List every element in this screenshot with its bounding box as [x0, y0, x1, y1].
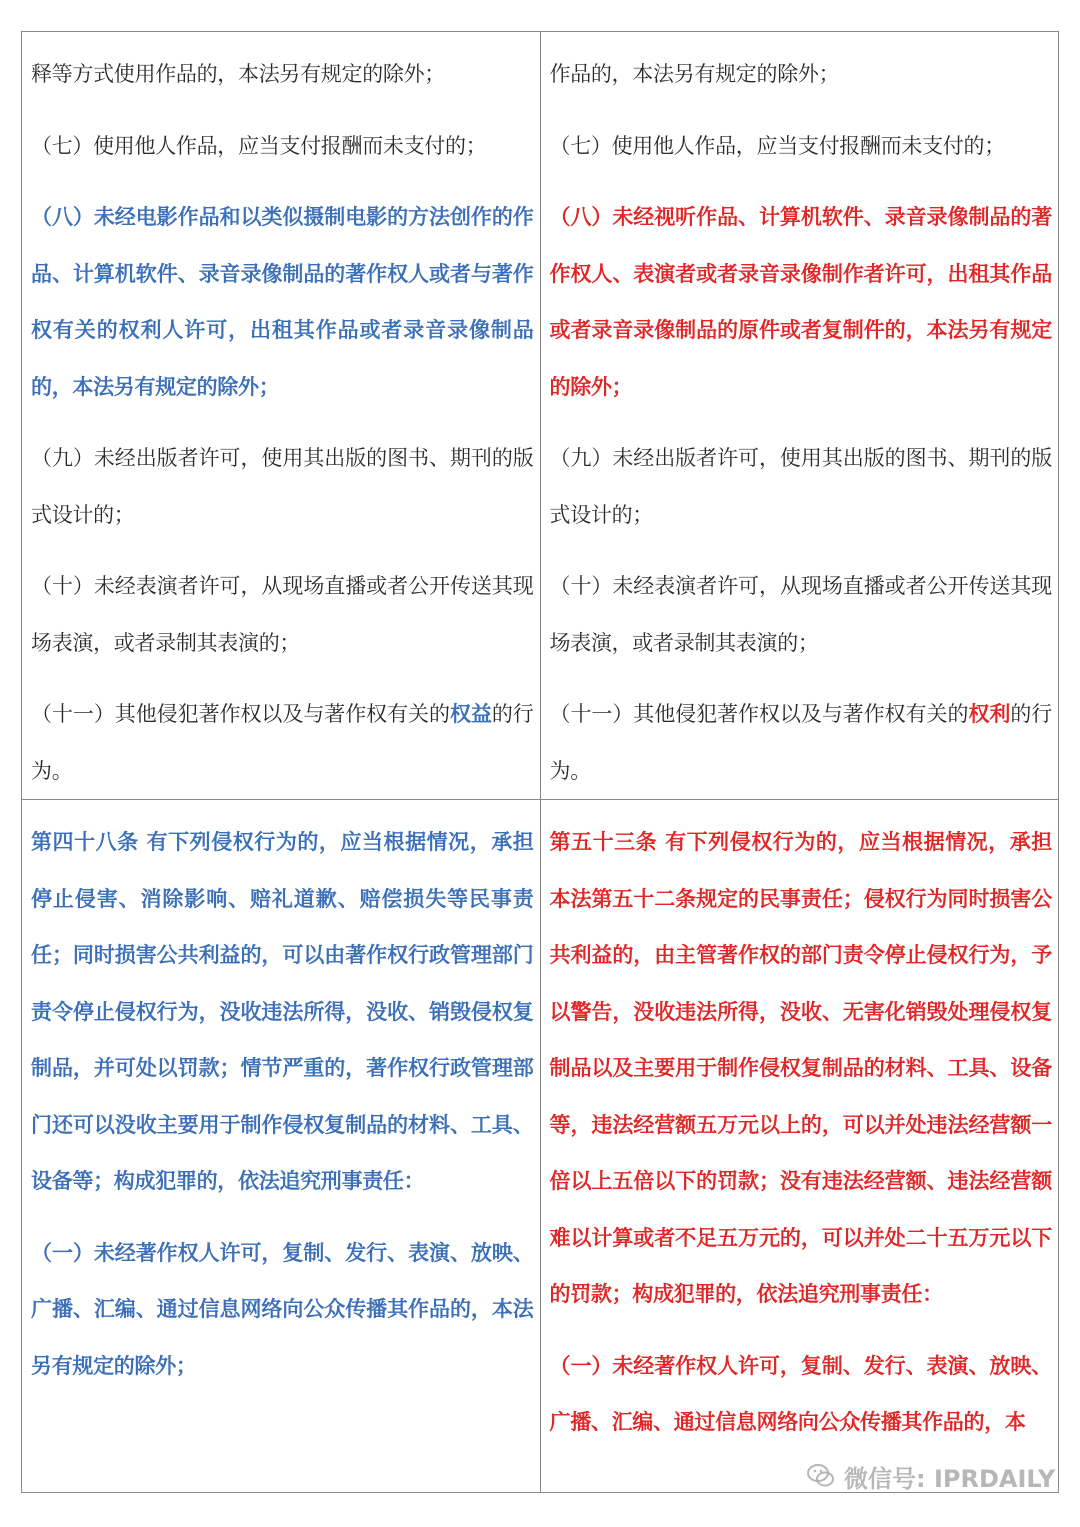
highlighted-word: 权益	[449, 702, 492, 726]
text-span: 的行为。	[31, 702, 534, 783]
paragraph: （九）未经出版者许可，使用其出版的图书、期刊的版式设计的；	[31, 446, 534, 527]
paragraph: （七）使用他人作品，应当支付报酬而未支付的；	[31, 133, 487, 158]
paragraph	[31, 686, 534, 799]
highlighted-paragraph: （八）未经视听作品、计算机软件、录音录像制品的著作权人、表演者或者录音录像制作者许可，出租其作品或者录音录像制品的原件或者复制件的，本法另有规定的除外；	[549, 205, 1052, 399]
paragraph: （七）使用他人作品，应当支付报酬而未支付的；	[549, 133, 1005, 158]
new-law-cell	[541, 800, 1060, 1493]
text-span: （十一）其他侵犯著作权以及与著作权有关的	[549, 702, 969, 726]
paragraph: （十）未经表演者许可，从现场直播或者公开传送其现场表演，或者录制其表演的；	[549, 574, 1052, 655]
text-span: （十一）其他侵犯著作权以及与著作权有关的	[31, 702, 450, 726]
old-law-cell	[22, 800, 541, 1493]
watermark-text: 微信号: IPRDAILY	[844, 1464, 1056, 1493]
new-law-cell	[541, 32, 1060, 800]
old-law-cell	[22, 32, 541, 800]
paragraph: （十）未经表演者许可，从现场直播或者公开传送其现场表演，或者录制其表演的；	[31, 574, 534, 655]
paragraph	[550, 686, 1053, 799]
table-row	[22, 32, 1059, 800]
comparison-table	[21, 31, 1059, 1493]
text-span: 的行为。	[549, 702, 1053, 783]
highlighted-paragraph: （八）未经电影作品和以类似摄制电影的方法创作的作品、计算机软件、录音录像制品的著作权人或者与著作权有关的权利人许可，出租其作品或者录音录像制品的，本法另有规定的除外；	[31, 205, 534, 399]
table-row	[22, 800, 1059, 1493]
paragraph: 释等方式使用作品的，本法另有规定的除外；	[31, 62, 445, 86]
highlighted-word: 权利	[968, 702, 1011, 726]
article-paragraph: 第四十八条 有下列侵权行为的，应当根据情况，承担停止侵害、消除影响、赔礼道歉、赔偿损失等民事责任；同时损害公共利益的，可以由著作权行政管理部门责令停止侵权行为，没收违法所得，没收、销毁侵权复制品，并可处以罚款；情节严重的，著作权行政管理部门还可以没收主要用于制作侵权复制品的材料、工具、设备等；构成犯罪的，依法追究刑事责任：	[31, 830, 534, 1193]
watermark	[806, 1456, 1055, 1496]
highlighted-paragraph: （一）未经著作权人许可，复制、发行、表演、放映、广播、汇编、通过信息网络向公众传播其作品的，本	[549, 1353, 1052, 1434]
paragraph: （九）未经出版者许可，使用其出版的图书、期刊的版式设计的；	[549, 446, 1052, 527]
wechat-icon	[806, 1461, 836, 1491]
highlighted-paragraph: （一）未经著作权人许可，复制、发行、表演、放映、广播、汇编、通过信息网络向公众传播其作品的，本法另有规定的除外；	[31, 1240, 534, 1378]
paragraph: 作品的，本法另有规定的除外；	[549, 62, 840, 86]
article-paragraph: 第五十三条 有下列侵权行为的，应当根据情况，承担本法第五十二条规定的民事责任；侵权行为同时损害公共利益的，由主管著作权的部门责令停止侵权行为，予以警告，没收违法所得，没收、无害化销毁处理侵权复制品以及主要用于制作侵权复制品的材料、工具、设备等，违法经营额五万元以上的，可以并处违法经营额一倍以上五倍以下的罚款；没有违法经营额、违法经营额难以计算或者不足五万元的，可以并处二十五万元以下的罚款；构成犯罪的，依法追究刑事责任：	[549, 830, 1052, 1306]
